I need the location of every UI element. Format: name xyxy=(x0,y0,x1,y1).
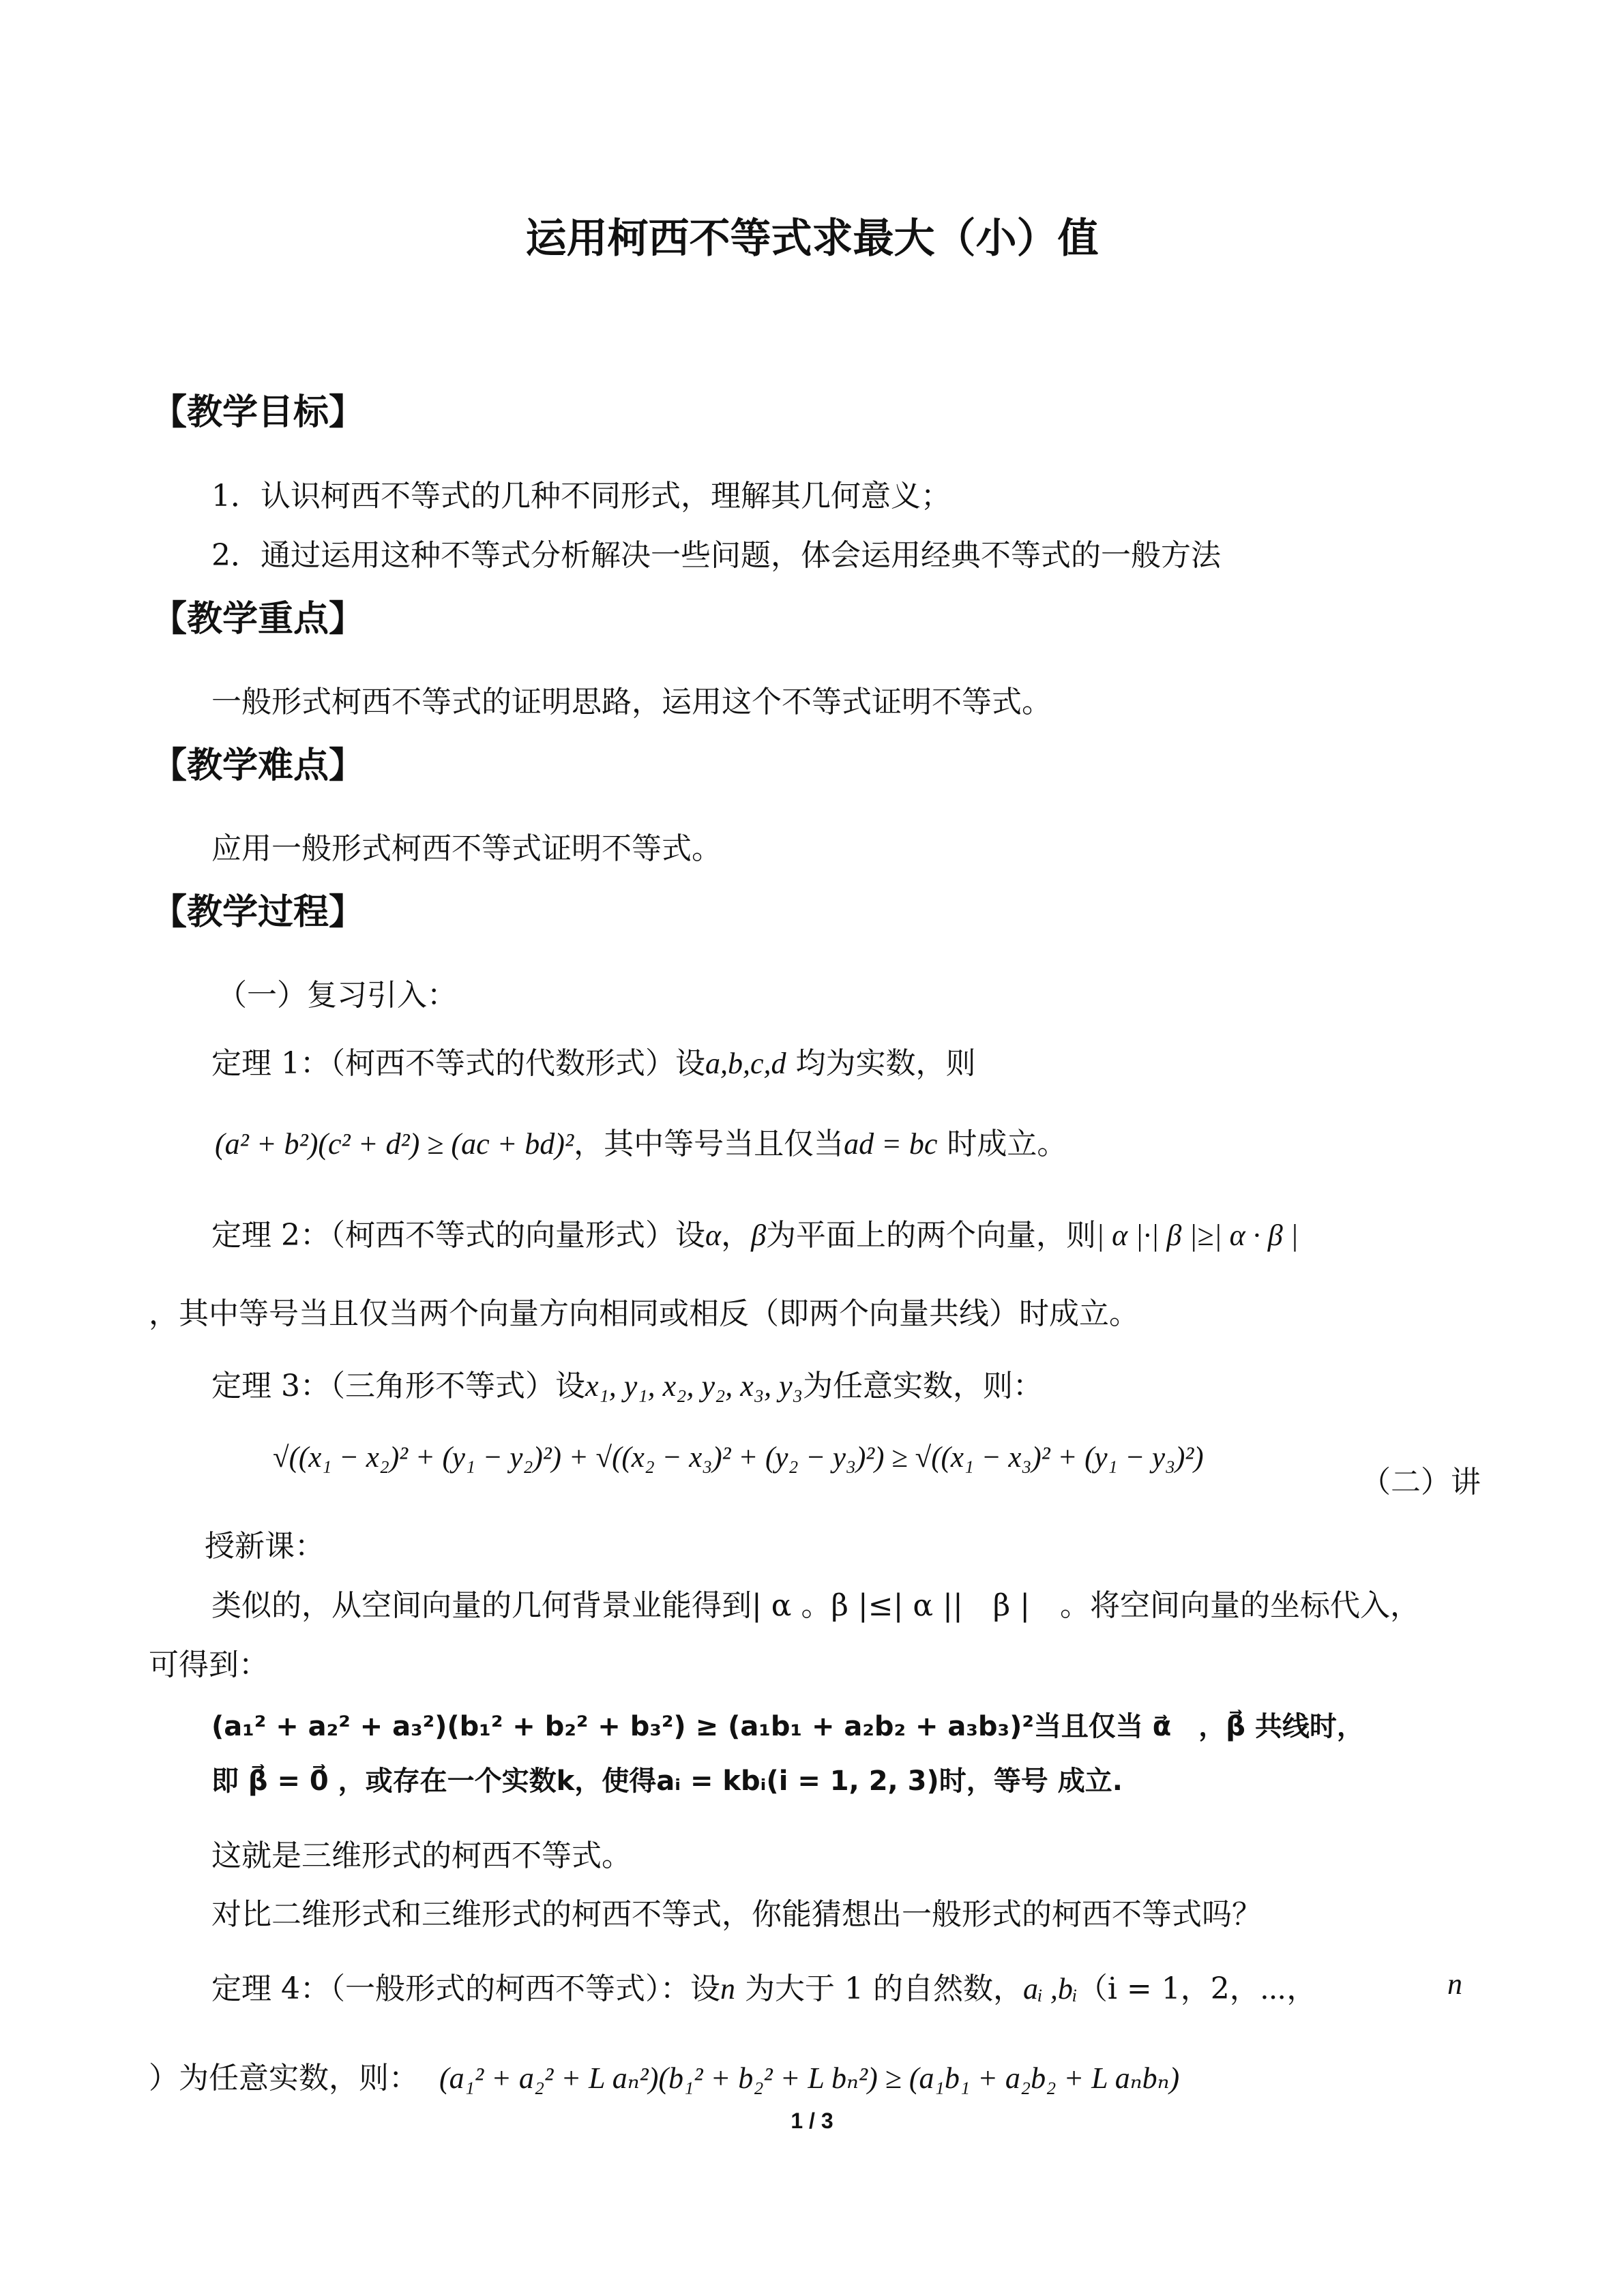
similar-text: 类似的，从空间向量的几何背景业能得到| α 。β |≤| α || β | 。将空间向量的坐标代入， xyxy=(211,1588,1421,1623)
theorem-4-ab: aᵢ ,bᵢ xyxy=(1022,1972,1078,2006)
theorem-3-line xyxy=(211,1366,1043,1407)
theorem-2-beta: β xyxy=(751,1219,767,1252)
theorem-3-formula: √((x₁ − x₂)² + (y₁ − y₂)²) + √((x₂ − x₃)² + (y₂ − y₃)²) ≥ √((x₁ − x₃)² + (y₁ − y₃)²) xyxy=(273,1442,1204,1474)
theorem-4-mid: 为大于 1 的自然数， xyxy=(744,1971,1023,2006)
theorem-1-vars: a,b,c,d xyxy=(705,1047,786,1080)
theorem-1-cond-post: 时成立。 xyxy=(947,1127,1067,1161)
theorem-1-cond: ad = bc xyxy=(844,1127,938,1161)
theorem-4-range: （i = 1，2，⋯， xyxy=(1077,1971,1317,2006)
theorem-1-label: 定理 1：（柯西不等式的代数形式）设 xyxy=(211,1046,705,1081)
theorem-2-mid: 为平面上的两个向量，则 xyxy=(766,1218,1097,1253)
section-heading-key: 【教学重点】 xyxy=(151,598,365,640)
theorem-2-line xyxy=(211,1215,1299,1256)
theorem-1-formula: (a² + b²)(c² + d²) ≥ (ac + bd)² xyxy=(215,1127,574,1161)
key-text: 一般形式柯西不等式的证明思路，运用这个不等式证明不等式。 xyxy=(211,685,1052,719)
theorem-4-n: n xyxy=(720,1972,735,2006)
review-heading: （一）复习引入： xyxy=(217,978,457,1013)
section-heading-goals: 【教学目标】 xyxy=(151,391,365,433)
theorem-2-alpha: α xyxy=(705,1219,722,1252)
theorem-4-formula-line xyxy=(149,2058,1179,2099)
theorem-2-label: 定理 2：（柯西不等式的向量形式）设 xyxy=(211,1218,705,1253)
new-lesson-heading-part1: （二）讲 xyxy=(1361,1465,1481,1500)
theorem-4-n-end: n xyxy=(1447,1967,1462,2001)
theorem-2-formula: | α |·| β |≥| α · β | xyxy=(1096,1219,1299,1252)
theorem-3-tail: 为任意实数，则： xyxy=(802,1369,1043,1403)
difficulty-text: 应用一般形式柯西不等式证明不等式。 xyxy=(211,831,722,866)
theorem-1-line xyxy=(211,1043,976,1084)
page-number: 1 / 3 xyxy=(791,2108,833,2133)
new-lesson-heading-part2: 授新课： xyxy=(205,1529,325,1564)
theorem-4-line xyxy=(211,1969,1316,2010)
theorem-2-condition: ，其中等号当且仅当两个向量方向相同或相反（即两个向量共线）时成立。 xyxy=(149,1296,1139,1331)
section-heading-process: 【教学过程】 xyxy=(151,891,365,933)
page-title: 运用柯西不等式求最大（小）值 xyxy=(525,215,1099,263)
three-dim-condition: 即 β⃗ = 0⃗ ，或存在一个实数k，使得aᵢ = kbᵢ(i = 1, 2, 3)时，等号 成立. xyxy=(211,1765,1123,1797)
goal-item-1: 1．认识柯西不等式的几种不同形式，理解其几何意义； xyxy=(211,479,951,513)
theorem-4-label: 定理 4：（一般形式的柯西不等式）：设 xyxy=(211,1971,720,2006)
theorem-3-vars: x₁, y₁, x₂, y₂, x₃, y₃ xyxy=(585,1369,803,1403)
three-dim-inequality: (a₁² + a₂² + a₃²)(b₁² + b₂² + b₃²) ≥ (a₁b₁ + a₂b₂ + a₃b₃)²当且仅当 α⃗ ，β⃗ 共线时， xyxy=(211,1711,1364,1742)
theorem-1-tail: 均为实数，则 xyxy=(795,1046,976,1081)
theorem-4-cont: ）为任意实数，则： xyxy=(149,2061,419,2096)
theorem-1-cond-pre: ，其中等号当且仅当 xyxy=(574,1127,844,1161)
theorem-4-formula: (a₁² + a₂² + L aₙ²)(b₁² + b₂² + L bₙ²) ≥ (a₁b₁ + a₂b₂ + L aₙbₙ) xyxy=(439,2061,1180,2095)
three-dim-summary: 这就是三维形式的柯西不等式。 xyxy=(211,1838,632,1873)
theorem-1-formula-line xyxy=(215,1124,1067,1165)
obtain-text: 可得到： xyxy=(149,1648,269,1682)
theorem-3-label: 定理 3：（三角形不等式）设 xyxy=(211,1369,585,1403)
compare-question: 对比二维形式和三维形式的柯西不等式，你能猜想出一般形式的柯西不等式吗？ xyxy=(211,1897,1262,1932)
section-heading-difficulty: 【教学难点】 xyxy=(151,745,365,786)
goal-item-2: 2．通过运用这种不等式分析解决一些问题，体会运用经典不等式的一般方法 xyxy=(211,538,1221,573)
theorem-2-comma: ， xyxy=(721,1218,752,1253)
